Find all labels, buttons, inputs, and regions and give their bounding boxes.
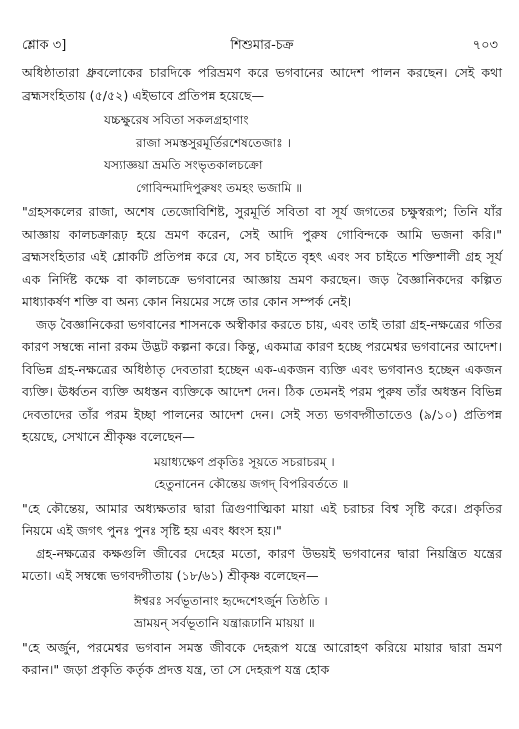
paragraph: "হে অর্জুন, পরমেশ্বর ভগবান সমস্ত জীবকে দেহরূপ যন্ত্রে আরোহণ করিয়ে মায়ার দ্বারা ভ্রমণ করান।" জড়া প্রকৃতি কর্তৃক প্রদত্ত যন্ত্র, তা সে দেহরূপ যন্ত্র হোক <box>22 639 502 677</box>
paragraph: "গ্রহসকলের রাজা, অশেষ তেজোবিশিষ্ট, সুরমূর্তি সবিতা বা সূর্য জগতের চক্ষুস্বরূপ; তিনি যাঁর আজ্ঞায় কালচক্রারূঢ় হয়ে ভ্রমণ করেন, সেই আদি পুরুষ গোবিন্দকে আমি ভজনা করি।" ব্রহ্মসংহিতার এই শ্লোকটি প্রতিপন্ন করে যে, সব চাইতে বৃহৎ এবং সব চাইতে শক্তিশালী গ্রহ সূর্য এক নির্দিষ্ট কক্ষে বা কালচক্রে ভগবানের আজ্ঞায় ভ্রমণ করছেন। জড় বৈজ্ঞানিকদের কল্পিত মাধ্যাকর্ষণ শক্তি বা অন্য কোন নিয়মের সঙ্গে তার কোন সম্পর্ক নেই। <box>22 204 502 309</box>
verse-line: ভ্রাময়ন্ সর্বভূতানি যন্ত্রারূঢানি মায়য়া ॥ <box>134 616 315 630</box>
body-text <box>22 62 502 682</box>
paragraph: অধিষ্ঠাতারা ধ্রুবলোকের চারদিকে পরিভ্রমণ করে ভগবানের আদেশ পালন করছেন। সেই কথা ব্রহ্মসংহিতায় (৫/৫২) এইভাবে প্রতিপন্ন হয়েছে— <box>22 65 502 103</box>
page-header <box>22 36 502 56</box>
verse-reference: শ্লোক ৩] <box>22 38 67 53</box>
book-page <box>22 0 502 729</box>
paragraph: গ্রহ-নক্ষত্রের কক্ষগুলি জীবের দেহের মতো, কারণ উভয়ই ভগবানের দ্বারা নিয়ন্ত্রিত যন্ত্রের মতো। এই সম্বন্ধে ভগবদ্গীতায় (১৮/৬১) শ্রীকৃষ্ণ বলেছেন— <box>22 545 502 583</box>
verse-line: ময়াধ্যক্ষেণ প্রকৃতিঃ সূয়তে সচরাচরম্ । <box>154 454 335 469</box>
page-number: ৭০৩ <box>472 38 498 53</box>
verse-line: যস্যাজ্ঞয়া ভ্রমতি সংভৃতকালচক্রো <box>104 158 263 172</box>
verse-line: রাজা সমস্তসুরমূর্তিরশেষতেজাঃ । <box>136 135 292 150</box>
paragraph: জড় বৈজ্ঞানিকেরা ভগবানের শাসনকে অস্বীকার করতে চায়, এবং তাই তারা গ্রহ-নক্ষত্রের গতির কারণ সম্বন্ধে নানা রকম উদ্ভট কল্পনা করে। কিন্তু, একমাত্র কারণ হচ্ছে পরমেশ্বর ভগবানের আদেশ। বিভিন্ন গ্রহ-নক্ষত্রের অধিষ্ঠাতৃ দেবতারা হচ্ছেন এক-একজন ব্যক্তি এবং ভগবানও হচ্ছেন একজন ব্যক্তি। ঊর্ধ্বতন ব্যক্তি অধস্তন ব্যক্তিকে আদেশ দেন। ঠিক তেমনই পরম পুরুষ তাঁর অধস্তন বিভিন্ন দেবতাদের তাঁর পরম ইচ্ছা পালনের আদেশ দেন। সেই সত্য ভগবদ্গীতাতেও (৯/১০) প্রতিপন্ন হয়েছে, সেখানে শ্রীকৃষ্ণ বলেছেন— <box>22 316 502 444</box>
chapter-title: শিশুমার-চক্র <box>230 38 294 53</box>
paragraph: "হে কৌন্তেয়, আমার অধ্যক্ষতার দ্বারা ত্রিগুণাত্মিকা মায়া এই চরাচর বিশ্ব সৃষ্টি করে। প্রকৃতির নিয়মে এই জগৎ পুনঃ পুনঃ সৃষ্টি হয় এবং ধ্বংস হয়।" <box>22 500 502 538</box>
verse-line: গোবিন্দমাদিপুরুষং তমহং ভজামি ॥ <box>136 180 303 195</box>
verse-line: হেতুনানেন কৌন্তেয় জগদ্ বিপরিবর্ততে ॥ <box>154 477 349 491</box>
verse-line: ঈশ্বরঃ সর্বভূতানাং হৃদ্দেশেঽর্জুন তিষ্ঠতি । <box>134 593 328 608</box>
verse-line: যচ্চক্ষুরেষ সবিতা সকলগ্রহাণাং <box>104 113 249 127</box>
